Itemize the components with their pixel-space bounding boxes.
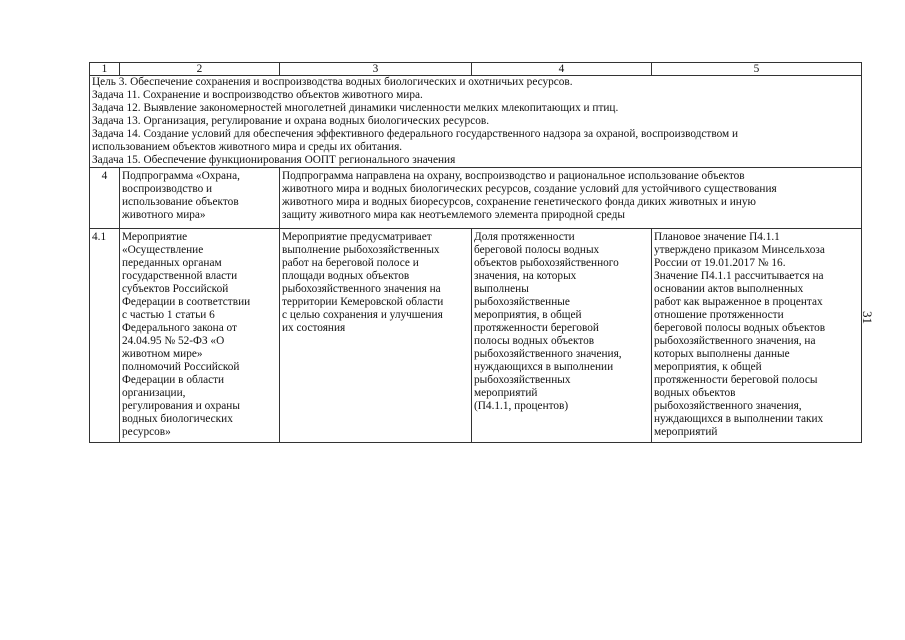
subprogram-number: 4 bbox=[90, 168, 120, 229]
measure-description-line: выполнение рыбохозяйственных bbox=[282, 244, 440, 256]
task-14-text: Задача 14. Создание условий для обеспечения эффективного федерального государственного надзора за охраной, воспроизводством и bbox=[92, 128, 739, 140]
goal-3-text: Цель 3. Обеспечение сохранения и воспроизводства водных биологических и охотничьих ресурсов. bbox=[92, 76, 573, 88]
goals-cell bbox=[90, 76, 862, 168]
calculation-method-line: нуждающихся в выполнении таких bbox=[654, 413, 824, 425]
indicator-line: объектов рыбохозяйственного bbox=[474, 257, 619, 269]
goals-row bbox=[90, 76, 862, 168]
measure-name-line: ресурсов» bbox=[122, 426, 171, 438]
indicator-line: мероприятий bbox=[474, 387, 538, 399]
task-12-text: Задача 12. Выявление закономерностей многолетней динамики численности мелких млекопитающих и птиц. bbox=[92, 102, 619, 114]
measure-name-line: полномочий Российской bbox=[122, 361, 240, 373]
calculation-method-line: утверждено приказом Минсельхоза bbox=[654, 244, 825, 256]
task-15-text: Задача 15. Обеспечение функционирования ООПТ регионального значения bbox=[92, 154, 456, 166]
indicator-line: мероприятия, в общей bbox=[474, 309, 582, 321]
column-number-1: 1 bbox=[90, 63, 120, 76]
indicator-line: нуждающихся в выполнении bbox=[474, 361, 614, 373]
calculation-method-line: береговой полосы водных объектов bbox=[654, 322, 826, 334]
measure-name-line: водных биологических bbox=[122, 413, 233, 425]
calculation-method-line: Плановое значение П4.1.1 bbox=[654, 231, 780, 243]
calculation-method-line: мероприятий bbox=[654, 426, 718, 438]
calculation-method-line: рыбохозяйственного значения, на bbox=[654, 335, 816, 347]
measure-number: 4.1 bbox=[90, 229, 120, 443]
page-number: 31 bbox=[860, 311, 875, 324]
subprogram-name-cell bbox=[120, 168, 280, 229]
measure-description-line: с целью сохранения и улучшения bbox=[282, 309, 443, 321]
calculation-method-line: основании актов выполненных bbox=[654, 283, 804, 295]
measure-name-cell bbox=[120, 229, 280, 443]
measure-name-line: с частью 1 статьи 6 bbox=[122, 309, 215, 321]
subprogram-description-line: животного мира и водных биологических ресурсов, создание условий для устойчивого существования bbox=[282, 183, 777, 195]
measure-row bbox=[90, 229, 862, 443]
measure-name-line: Федерации в области bbox=[122, 374, 225, 386]
calculation-method-line: работ как выраженное в процентах bbox=[654, 296, 823, 308]
measure-name-line: 24.04.95 № 52-ФЗ «О bbox=[122, 335, 225, 347]
subprogram-description-line: животного мира и водных биоресурсов, сохранение генетического фонда диких животных и иную bbox=[282, 196, 756, 208]
column-number-3: 3 bbox=[280, 63, 472, 76]
calculation-method-line: России от 19.01.2017 № 16. bbox=[654, 257, 786, 269]
column-number-5: 5 bbox=[652, 63, 862, 76]
indicator-line: протяженности береговой bbox=[474, 322, 599, 334]
indicator-line: Доля протяженности bbox=[474, 231, 575, 243]
measure-description-cell bbox=[280, 229, 472, 443]
measure-name-line: Мероприятие bbox=[122, 231, 188, 243]
subprogram-name-line: использование объектов bbox=[122, 196, 239, 208]
calculation-method-line: мероприятия, к общей bbox=[654, 361, 762, 373]
measure-description-line: площади водных объектов bbox=[282, 270, 410, 282]
measure-name-line: регулирования и охраны bbox=[122, 400, 240, 412]
subprogram-name-line: Подпрограмма «Охрана, bbox=[122, 170, 240, 182]
calculation-method-line: рыбохозяйственного значения, bbox=[654, 400, 802, 412]
subprogram-description-cell bbox=[280, 168, 862, 229]
task-13-text: Задача 13. Организация, регулирование и охрана водных биологических ресурсов. bbox=[92, 115, 490, 127]
measure-name-line: переданных органам bbox=[122, 257, 222, 269]
subprogram-name-line: воспроизводство и bbox=[122, 183, 213, 195]
measure-description-line: Мероприятие предусматривает bbox=[282, 231, 432, 243]
calculation-method-line: водных объектов bbox=[654, 387, 736, 399]
indicator-cell bbox=[472, 229, 652, 443]
measure-name-line: «Осуществление bbox=[122, 244, 204, 256]
indicator-line: рыбохозяйственных bbox=[474, 374, 571, 386]
calculation-method-line: протяженности береговой полосы bbox=[654, 374, 818, 386]
measure-name-line: животном мире» bbox=[122, 348, 203, 360]
subprogram-row bbox=[90, 168, 862, 229]
task-14-text-continued: использованием объектов животного мира и среды их обитания. bbox=[92, 141, 403, 153]
indicator-line: полосы водных объектов bbox=[474, 335, 595, 347]
subprogram-name-line: животного мира» bbox=[122, 209, 206, 221]
column-number-row bbox=[90, 63, 862, 76]
measure-name-line: организации, bbox=[122, 387, 186, 399]
column-number-2: 2 bbox=[120, 63, 280, 76]
calculation-method-cell bbox=[652, 229, 862, 443]
indicator-line: рыбохозяйственного значения, bbox=[474, 348, 622, 360]
measure-description-line: их состояния bbox=[282, 322, 346, 334]
indicator-line: береговой полосы водных bbox=[474, 244, 600, 256]
indicator-line: значения, на которых bbox=[474, 270, 577, 282]
measure-description-line: рыбохозяйственного значения на bbox=[282, 283, 441, 295]
measure-name-line: Федерации в соответствии bbox=[122, 296, 251, 308]
measure-name-line: государственной власти bbox=[122, 270, 238, 282]
measure-description-line: работ на береговой полосе и bbox=[282, 257, 419, 269]
calculation-method-line: отношение протяженности bbox=[654, 309, 784, 321]
program-table bbox=[89, 62, 862, 443]
subprogram-description-line: Подпрограмма направлена на охрану, воспроизводство и рациональное использование объектов bbox=[282, 170, 745, 182]
calculation-method-line: Значение П4.1.1 рассчитывается на bbox=[654, 270, 824, 282]
measure-description-line: территории Кемеровской области bbox=[282, 296, 444, 308]
indicator-line: выполнены bbox=[474, 283, 529, 295]
subprogram-description-line: защиту животного мира как неотъемлемого элемента природной среды bbox=[282, 209, 625, 221]
task-11-text: Задача 11. Сохранение и воспроизводство объектов животного мира. bbox=[92, 89, 423, 101]
calculation-method-line: которых выполнены данные bbox=[654, 348, 790, 360]
indicator-line: рыбохозяйственные bbox=[474, 296, 570, 308]
column-number-4: 4 bbox=[472, 63, 652, 76]
measure-name-line: Федерального закона от bbox=[122, 322, 237, 334]
indicator-line: (П4.1.1, процентов) bbox=[474, 400, 569, 412]
measure-name-line: субъектов Российской bbox=[122, 283, 229, 295]
